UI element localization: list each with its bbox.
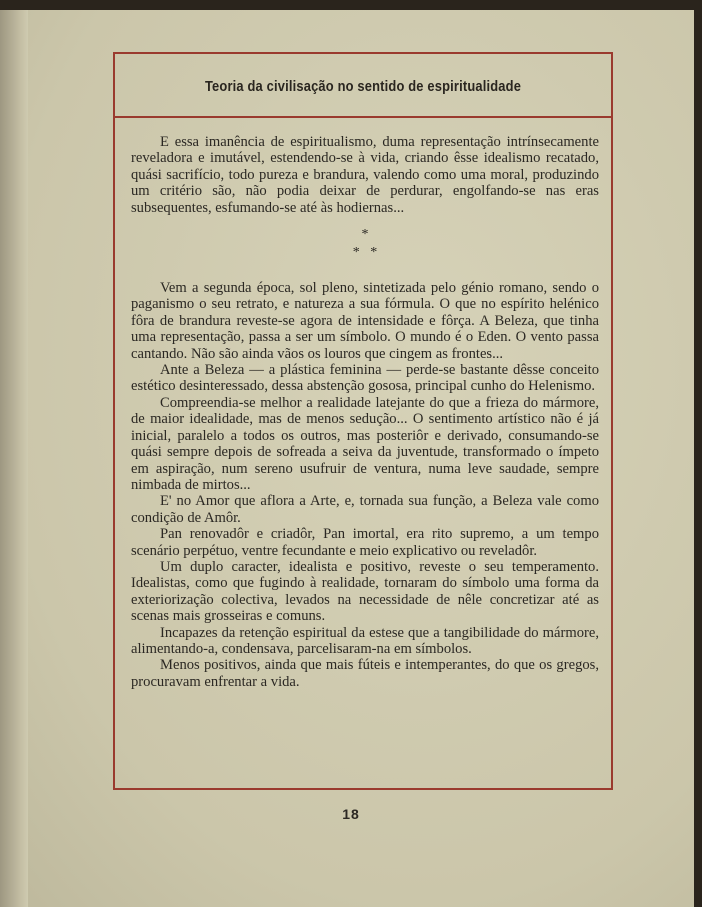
page-gutter [0,0,28,907]
paragraph: Um duplo caracter, idealista e positivo, reveste o seu temperamento. Idealistas, como que fugindo à realidade, tornaram do símbolo uma forma da exteriorização colectiva, levados na necessidade de nêle concretizar até as scenas mais grosseiras e comuns. [131,558,599,625]
paragraph: Ante a Beleza — a plástica feminina — perde-se bastante dêsse conceito estético desinteressado, dessa abstenção gososa, principal cunho do Helenismo. [131,362,599,395]
scan-edge-right [694,0,702,907]
paragraph: Vem a segunda época, sol pleno, sintetizada pelo génio romano, sendo o paganismo o seu retrato, e natureza a sua fórmula. O que no espírito helénico fôra de brandura reveste-se agora de intensidade e fôrça. A Beleza, que tinha uma representação, passa a ser um símbolo. O mundo é o Eden. O vento passa cantando. Não são ainda vãos os louros que cingem as frontes... [131,280,599,362]
running-header: Teoria da civilisação no sentido de espiritualidade [204,78,522,95]
paragraph: Incapazes da retenção espiritual da estese que a tangibilidade do mármore, alimentando-a, condensava, parcelisaram-na em símbolos. [131,624,599,657]
section-separator [131,226,599,262]
separator-bottom: * * [352,245,378,261]
paragraph: E' no Amor que aflora a Arte, e, tornada sua função, a Beleza vale como condição de Amôr. [131,493,599,526]
page-number: 18 [342,806,360,822]
body-text [131,134,599,690]
paragraph: E essa imanência de espiritualismo, duma representação intrínsecamente reveladora e imutável, estendendo-se à vida, criando êsse idealismo recatado, quási sacrifício, todo pureza e brandura, valendo como uma moral, produzindo um critério são, não podia deixar de perdurar, engolfando-se nas eras subsequentes, esfumando-se até às hodiernas... [131,134,599,216]
paragraph: Compreendia-se melhor a realidade latejante do que a frieza do mármore, de maior idealidade, mas de menos sedução... O sentimento artístico não é já inicial, paralelo a todos os outros, mas posteriôr e derivado, consumando-se quási sempre depois de sofreada a seiva da juventude, transformado o ímpeto em aspiração, num sereno usufruir de ventura, numa leve saudade, sempre nimbada de mirtos... [131,394,599,493]
separator-top: * [361,227,369,243]
paragraph: Pan renovadôr e criadôr, Pan imortal, era rito supremo, a um tempo scenário perpétuo, ventre fecundante e meio explicativo ou reveladôr. [131,526,599,559]
section-after [131,280,599,690]
header-rule [113,116,613,118]
section-before [131,134,599,216]
paragraph: Menos positivos, ainda que mais fúteis e intemperantes, do que os gregos, procuravam enfrentar a vida. [131,657,599,690]
scan-edge-top [0,0,702,10]
